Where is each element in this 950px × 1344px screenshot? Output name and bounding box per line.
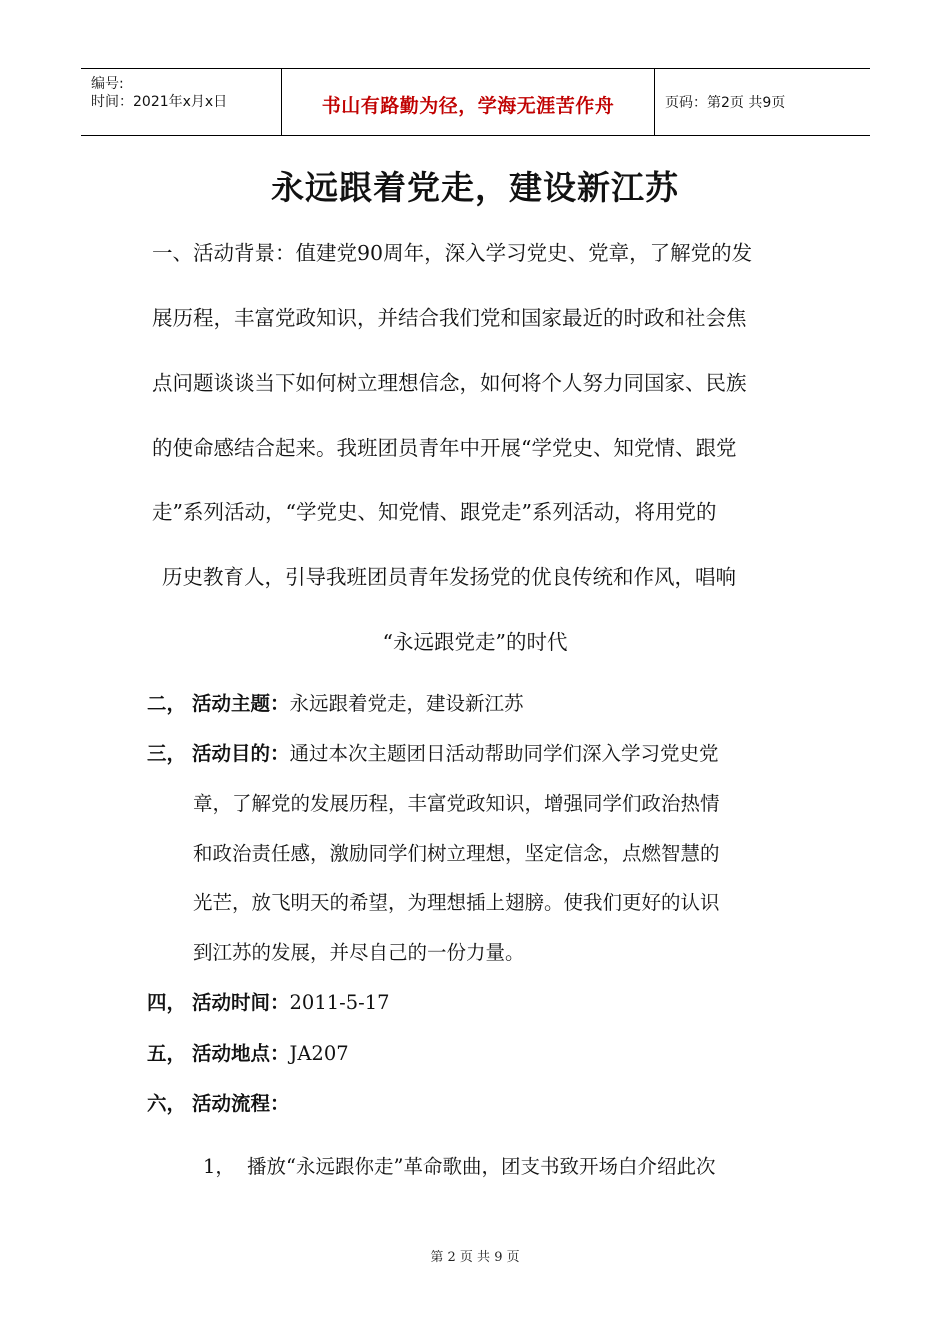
- process-step-1: [203, 1152, 715, 1182]
- section-number: 六，: [147, 1092, 187, 1115]
- section-label: 活动时间：: [192, 991, 290, 1014]
- header-meta: [81, 69, 282, 135]
- background-line-1: 一、活动背景：值建党90周年，深入学习党史、党章，了解党的发: [152, 241, 753, 265]
- section-time: [147, 988, 390, 1018]
- background-line-2: 展历程，丰富党政知识，并结合我们党和国家最近的时政和社会焦: [152, 306, 747, 330]
- section-purpose: [147, 739, 719, 769]
- section-number: 五，: [147, 1042, 187, 1065]
- section-label: 活动流程：: [192, 1092, 290, 1115]
- purpose-line-5: 到江苏的发展，并尽自己的一份力量。: [193, 941, 525, 964]
- step-number: 1，: [203, 1155, 235, 1178]
- document-title: 永远跟着党走，建设新江苏: [271, 168, 679, 207]
- time-label: 时间：2021年x月x日: [91, 94, 228, 110]
- step-text: 播放“永远跟你走”革命歌曲，团支书致开场白介绍此次: [247, 1155, 716, 1178]
- background-line-7: “永远跟党走”的时代: [382, 630, 568, 654]
- section-process: [147, 1089, 290, 1119]
- section-text: 通过本次主题团日活动帮助同学们深入学习党史党: [289, 742, 719, 765]
- section-number: 二，: [147, 692, 187, 715]
- section-text: 2011-5-17: [289, 991, 390, 1014]
- purpose-line-3: 和政治责任感，激励同学们树立理想，坚定信念，点燃智慧的: [193, 842, 720, 865]
- number-label: 编号:: [91, 76, 124, 92]
- background-line-4: 的使命感结合起来。我班团员青年中开展“学党史、知党情、跟党: [152, 436, 737, 460]
- background-line-3: 点问题谈谈当下如何树立理想信念，如何将个人努力同国家、民族: [152, 371, 747, 395]
- section-number: 四，: [147, 991, 187, 1014]
- section-number: 三，: [147, 742, 187, 765]
- section-text: JA207: [289, 1042, 349, 1065]
- page-info: 页码：第2页 共9页: [665, 95, 786, 111]
- purpose-line-4: 光芒，放飞明天的希望，为理想插上翅膀。使我们更好的认识: [193, 891, 720, 914]
- page-footer: 第 2 页 共 9 页: [430, 1250, 520, 1265]
- section-theme: [147, 689, 524, 719]
- page-header: [81, 68, 870, 136]
- background-line-6: 历史教育人，引导我班团员青年发扬党的优良传统和作风，唱响: [162, 565, 736, 589]
- header-page-cell: [655, 69, 870, 135]
- section-place: [147, 1039, 349, 1069]
- background-line-5: 走”系列活动，“学党史、知党情、跟党走”系列活动，将用党的: [152, 500, 717, 524]
- purpose-line-2: 章，了解党的发展历程，丰富党政知识，增强同学们政治热情: [193, 792, 720, 815]
- section-label: 活动地点：: [192, 1042, 290, 1065]
- header-motto-cell: [282, 69, 655, 135]
- section-text: 永远跟着党走，建设新江苏: [289, 692, 524, 715]
- section-label: 活动目的：: [192, 742, 290, 765]
- motto: 书山有路勤为径，学海无涯苦作舟: [321, 94, 615, 117]
- section-label: 活动主题：: [192, 692, 290, 715]
